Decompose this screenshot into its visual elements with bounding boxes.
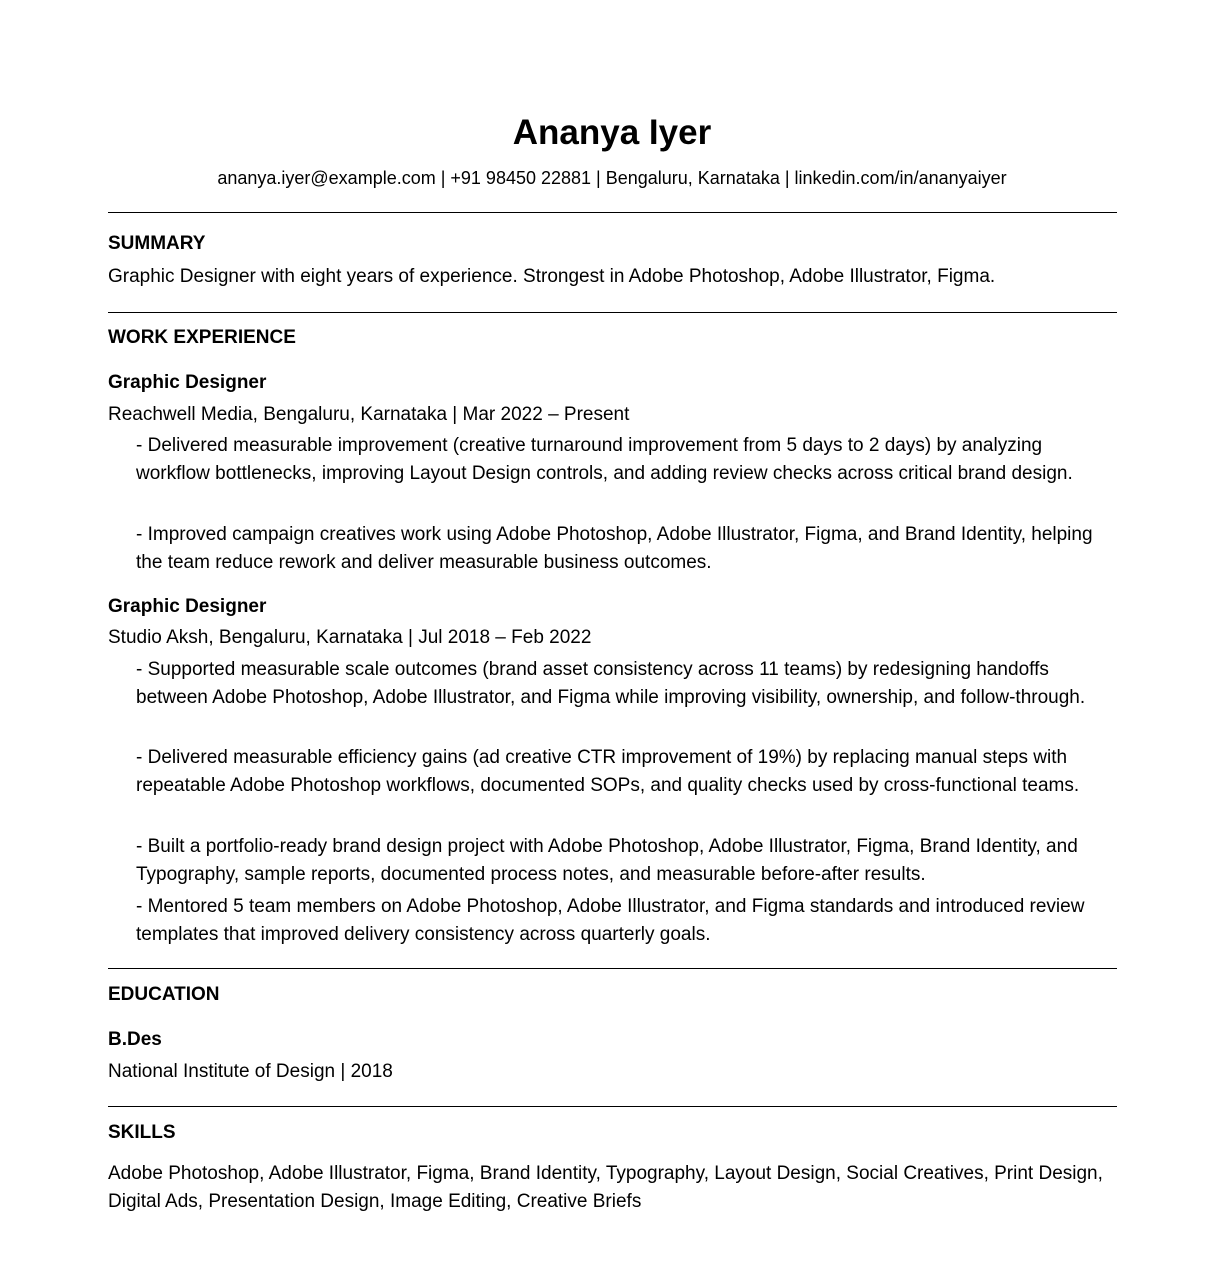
degree: B.Des xyxy=(108,1029,162,1050)
job-bullet: - Supported measurable scale outcomes (brand asset consistency across 11 teams) by redesigning handoffs between Adobe Photoshop, Adobe Illustrator, and Figma while improving visibility, ownership, and follow-through. xyxy=(136,659,1086,708)
job-title: Graphic Designer xyxy=(108,372,267,393)
summary-heading: SUMMARY xyxy=(108,233,206,254)
contact-line: ananya.iyer@example.com | +91 98450 22881 | Bengaluru, Karnataka | linkedin.com/in/ananyaiyer xyxy=(217,168,1007,188)
section-divider xyxy=(108,968,1117,969)
job-bullet: - Mentored 5 team members on Adobe Photoshop, Adobe Illustrator, and Figma standards and introduced review templates that improved delivery consistency across quarterly goals. xyxy=(136,896,1085,945)
job-bullet: - Delivered measurable efficiency gains (ad creative CTR improvement of 19%) by replacing manual steps with repeatable Adobe Photoshop workflows, documented SOPs, and quality checks used by cross-functional teams. xyxy=(136,747,1080,796)
section-divider xyxy=(108,312,1117,313)
job-bullet: - Improved campaign creatives work using Adobe Photoshop, Adobe Illustrator, Figma, and Brand Identity, helping the team reduce rework and deliver measurable business outcomes. xyxy=(136,524,1093,573)
skills-text: Adobe Photoshop, Adobe Illustrator, Figma, Brand Identity, Typography, Layout Design, Social Creatives, Print Design, Digital Ads, Presentation Design, Image Editing, Creative Briefs xyxy=(108,1163,1103,1212)
job-title: Graphic Designer xyxy=(108,596,267,617)
section-divider xyxy=(108,1106,1117,1107)
skills-heading: SKILLS xyxy=(108,1122,176,1143)
section-divider xyxy=(108,212,1117,213)
education-meta: National Institute of Design | 2018 xyxy=(108,1061,393,1082)
job-meta: Studio Aksh, Bengaluru, Karnataka | Jul 2018 – Feb 2022 xyxy=(108,627,592,648)
job-bullet: - Delivered measurable improvement (creative turnaround improvement from 5 days to 2 days) by analyzing workflow bottlenecks, improving Layout Design controls, and adding review checks across critical brand design. xyxy=(136,435,1073,484)
candidate-name: Ananya Iyer xyxy=(512,113,712,152)
job-meta: Reachwell Media, Bengaluru, Karnataka | Mar 2022 – Present xyxy=(108,404,630,425)
education-heading: EDUCATION xyxy=(108,984,220,1005)
job-bullet: - Built a portfolio-ready brand design project with Adobe Photoshop, Adobe Illustrator, Figma, Brand Identity, and Typography, sample reports, documented process notes, and measurable before-after results. xyxy=(136,836,1078,885)
experience-heading: WORK EXPERIENCE xyxy=(108,327,296,348)
summary-text: Graphic Designer with eight years of experience. Strongest in Adobe Photoshop, Adobe Illustrator, Figma. xyxy=(108,266,996,287)
